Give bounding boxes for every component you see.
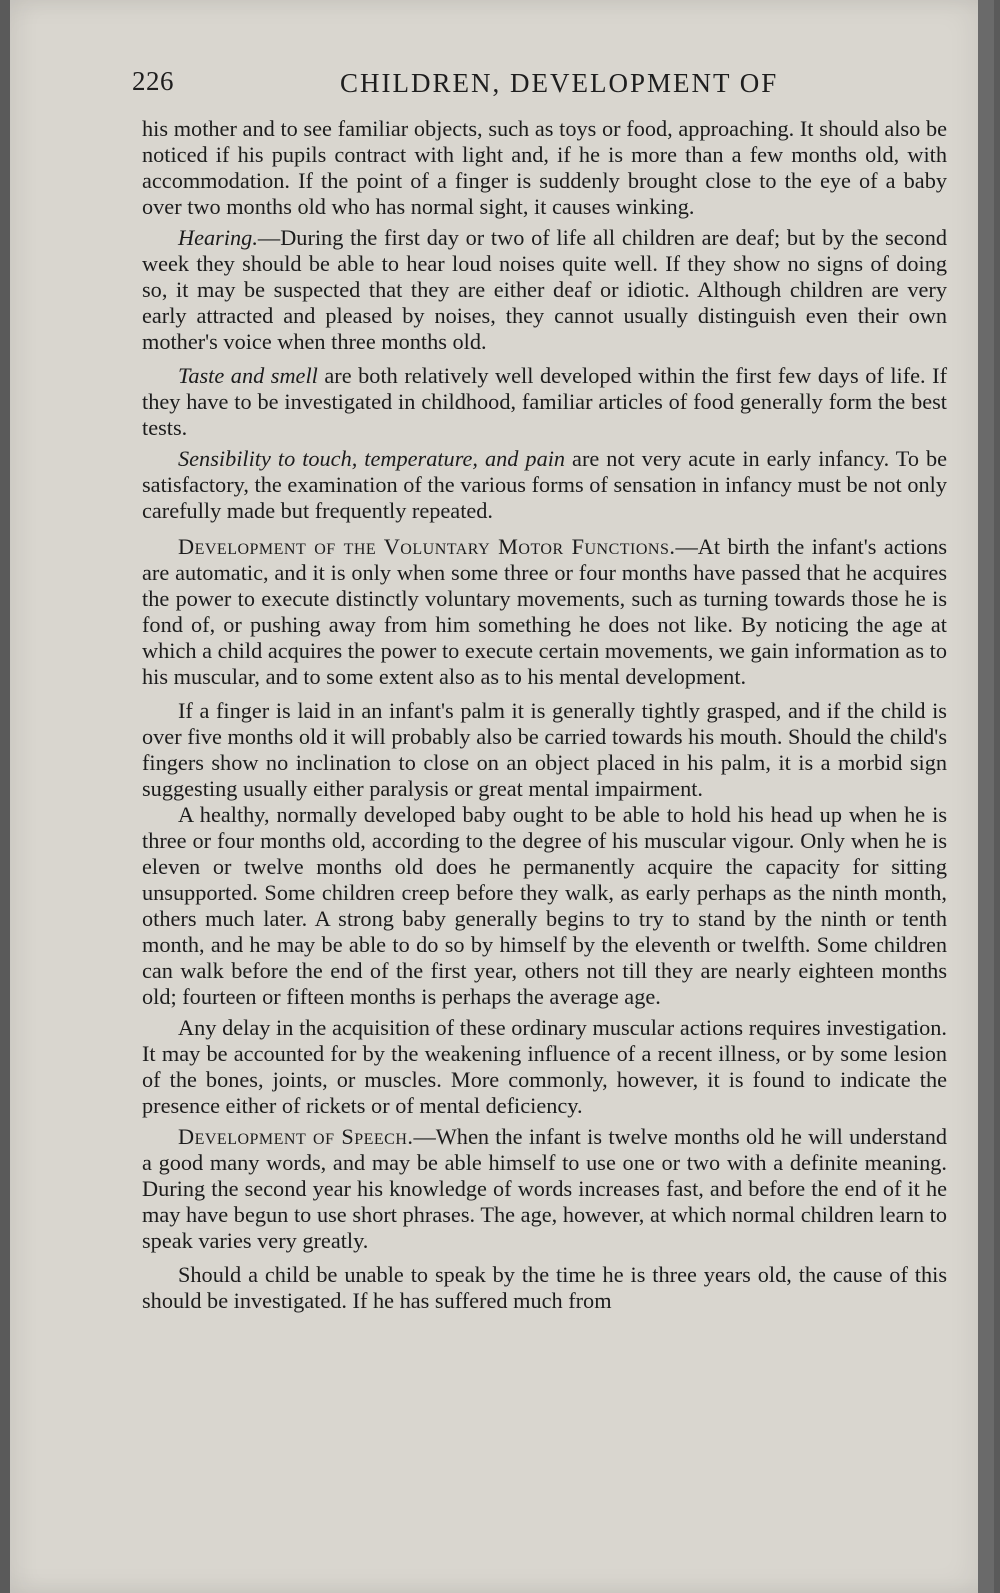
paragraph-lead-taste-smell: Taste and smell (178, 363, 318, 388)
paragraph-sensibility (142, 446, 947, 524)
paragraph-text: A healthy, normally developed baby ought to be able to hold his head up when he is three or four months old, according to the degree of his muscular vigour. Only when he is eleven or twelve months old does he permanently acquire the capacity for sitting unsupported. Some children creep before they walk, as early perhaps as the ninth month, others much later. A strong baby generally begins to try to stand by the ninth or tenth month, and he may be able to do so by himself by the eleventh or twelfth. Some children can walk before the end of the first year, others not till they are nearly eighteen months old; fourteen or fifteen months is perhaps the average age. (142, 802, 947, 1009)
paragraph-text: —At birth the infant's actions are automatic, and it is only when some three or four months have passed that he acquires the power to execute distinctly voluntary movements, such as turning towards those he is fond of, or pushing away from him something he does not like. By noticing the age at which a child acquires the power to execute certain movements, we gain information as to his muscular, and to some extent also as to his mental development. (142, 534, 947, 689)
paragraph-taste-smell (142, 363, 947, 441)
paragraph-text: are not very acute in early infancy. To be satisfactory, the examination of the various forms of sensation in infancy must be not only carefully made but frequently repeated. (142, 446, 947, 523)
page-header (132, 66, 952, 106)
paragraph-text: —During the first day or two of life all children are deaf; but by the second week they should be able to hear loud noises quite well. If they show no signs of doing so, it may be suspected that they are either deaf or idiotic. Although children are very early attracted and pleased by noises, they cannot usually distinguish even their own mother's voice when three months old. (142, 225, 947, 354)
section-heading-speech: Development of Speech. (178, 1124, 414, 1149)
paragraph-text: Any delay in the acquisition of these ordinary muscular actions requires investigation. It may be accounted for by the weakening influence of a recent illness, or by some lesion of the bones, joints, or muscles. More commonly, however, it is found to indicate the presence either of rickets or of mental deficiency. (142, 1015, 947, 1118)
paragraph-vision-continued (142, 116, 947, 220)
paragraph-text: are both relatively well developed within the first few days of life. If they have to be investigated in childhood, familiar articles of food generally form the best tests. (142, 363, 948, 440)
book-page (10, 0, 994, 1593)
paragraph-delay (142, 1015, 947, 1119)
running-head: CHILDREN, DEVELOPMENT OF (340, 68, 779, 98)
paragraph-text: —When the infant is twelve months old he will understand a good many words, and may be able himself to use one or two with a definite meaning. During the second year his knowledge of words increases fast, and before the end of it he may have begun to use short phrases. The age, however, at which normal children learn to speak varies very greatly. (142, 1124, 947, 1253)
paragraph-hearing (142, 225, 947, 355)
paragraph-grasp (142, 698, 947, 802)
paragraph-text: If a finger is laid in an infant's palm it is generally tightly grasped, and if the child is over five months old it will probably also be carried towards his mouth. Should the child's fingers show no inclination to close on an object placed in his palm, it is a morbid sign suggesting usually either paralysis or great mental impairment. (142, 698, 947, 801)
page-number: 226 (132, 66, 174, 96)
paragraph-speech (142, 1124, 947, 1254)
paragraph-healthy-baby (142, 802, 947, 1010)
paragraph-text: Should a child be unable to speak by the time he is three years old, the cause of this should be investigated. If he has suffered much from (142, 1262, 947, 1313)
paragraph-unable-to-speak (142, 1262, 947, 1314)
paragraph-text: his mother and to see familiar objects, such as toys or food, approaching. It should also be noticed if his pupils contract with light and, if he is more than a few months old, with accommodation. If the point of a finger is suddenly brought close to the eye of a baby over two months old who has normal sight, it causes winking. (142, 116, 947, 219)
paragraph-lead-hearing: Hearing. (178, 225, 258, 250)
paragraph-lead-sensibility: Sensibility to touch, temperature, and pain (178, 446, 566, 471)
paragraph-motor-functions (142, 534, 947, 690)
page-edge-shadow (978, 0, 994, 1593)
section-heading-motor-functions: Development of the Voluntary Motor Functions. (178, 534, 676, 559)
body-text (142, 116, 947, 1314)
